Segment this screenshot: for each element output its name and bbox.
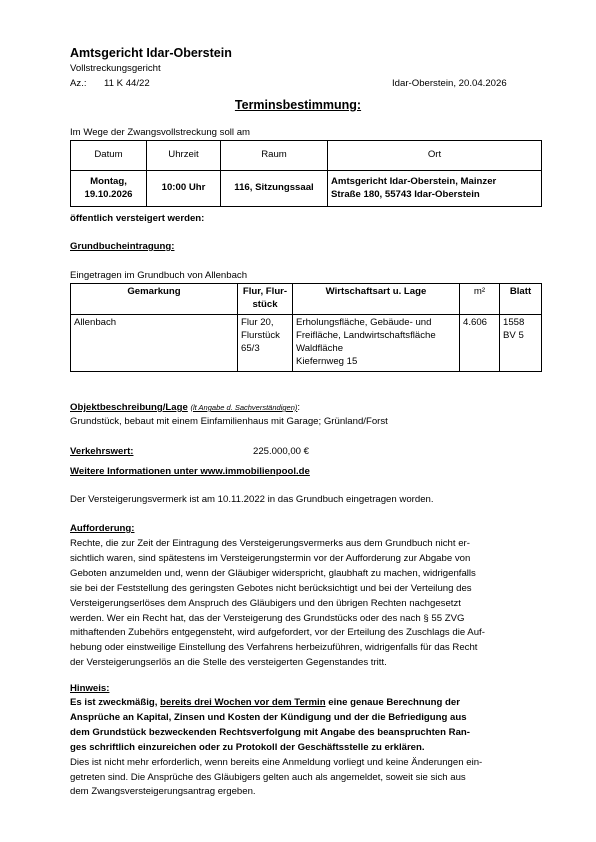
cell-gemarkung: Allenbach: [71, 314, 238, 371]
header-blatt: Blatt: [500, 284, 542, 315]
hinweis-heading: Hinweis:: [70, 683, 110, 694]
place-line-1: Amtsgericht Idar-Oberstein, Mainzer: [331, 175, 497, 187]
header-flur-line-2: stück: [252, 298, 278, 310]
aufforderung-line: werden. Wer ein Recht hat, das der Versteigerung des Grundstücks oder des nach § 55 ZVG: [70, 612, 465, 624]
blatt-line: BV 5: [503, 329, 524, 341]
aufforderung-line: hebung oder einstweilige Einstellung des Verfahrens herbeizuführen, widrigenfalls für das Recht: [70, 642, 478, 654]
object-colon: :: [297, 402, 301, 413]
aufforderung-line: sie bei der Feststellung des geringsten Gebotes nicht berücksichtigt und bei der Verteilung des: [70, 582, 472, 594]
flur-line: 65/3: [241, 342, 260, 354]
az-value: 11 K 44/22: [104, 78, 150, 89]
flur-line: Flur 20,: [241, 316, 274, 328]
aufforderung-line: sichtlich waren, sind spätestens im Versteigerungstermin vor der Aufforderung zur Abgabe von: [70, 552, 471, 564]
wirtschaftsart-line: Freifläche, Landwirtschaftsfläche: [296, 329, 436, 341]
flur-line: Flurstück: [241, 329, 280, 341]
hinweis-first-line: [70, 696, 542, 711]
header-datum: Datum: [71, 141, 147, 171]
header-uhrzeit: Uhrzeit: [147, 141, 221, 171]
cell-time: 10:00 Uhr: [147, 171, 221, 207]
header-wirtschaftsart: Wirtschaftsart u. Lage: [293, 284, 460, 315]
hinweis-bold-line: ges schriftlich einzureichen oder zu Protokoll der Geschäftsstelle zu erklären.: [70, 741, 425, 753]
cell-blatt: [500, 314, 542, 371]
land-register-intro: Eingetragen im Grundbuch von Allenbach: [70, 270, 248, 281]
aufforderung-line: Geboten anzumelden und, wenn der Gläubiger widerspricht, glaubhaft zu machen, widrigenfalls: [70, 567, 476, 579]
aufforderung-line: der Versteigerungserlös an die Stelle des versteigerten Gegenstandes tritt.: [70, 657, 387, 669]
blatt-line: 1558: [503, 316, 525, 328]
auction-statement: öffentlich versteigert werden:: [70, 213, 205, 224]
header-flur-line-1: Flur, Flur-: [242, 286, 288, 297]
value-amount: 225.000,00 €: [253, 446, 310, 457]
object-description: Grundstück, bebaut mit einem Einfamilienhaus mit Garage; Grünland/Forst: [70, 416, 388, 427]
hinweis-first-post: eine genaue Berechnung der: [328, 697, 460, 708]
header-m2: m²: [460, 284, 500, 315]
cell-date: [71, 171, 147, 207]
appointment-table: [70, 140, 542, 207]
date-line-2: 19.10.2026: [84, 188, 133, 200]
wirtschaftsart-line: Kiefernweg 15: [296, 355, 358, 367]
hinweis-text: [70, 696, 542, 800]
object-heading-line: [70, 402, 300, 414]
land-register-table: [70, 283, 542, 372]
header-ort: Ort: [328, 141, 542, 171]
az-label: Az.:: [70, 78, 87, 89]
aufforderung-line: Rechte, die zur Zeit der Eintragung des Versteigerungsvermerks aus dem Grundbuch nicht er-: [70, 538, 470, 549]
aufforderung-heading: Aufforderung:: [70, 523, 135, 534]
cell-room: 116, Sitzungssaal: [221, 171, 328, 207]
vermerk-text: Der Versteigerungsvermerk ist am 10.11.2022 in das Grundbuch eingetragen worden.: [70, 494, 434, 505]
intro-text: Im Wege der Zwangsvollstreckung soll am: [70, 127, 251, 138]
wirtschaftsart-line: Waldfläche: [296, 342, 344, 354]
page-title: Terminsbestimmung:: [234, 98, 362, 112]
court-name: Amtsgericht Idar-Oberstein: [70, 46, 232, 60]
hinweis-line: dem Zwangsversteigerungsantrag ergeben.: [70, 786, 256, 798]
header-raum: Raum: [221, 141, 328, 171]
place-date: Idar-Oberstein, 20.04.2026: [392, 78, 507, 89]
header-flur: [238, 284, 293, 315]
cell-wirtschaftsart: [293, 314, 460, 371]
object-note: (lt Angabe d. Sachverständigen): [190, 403, 298, 412]
aufforderung-line: Versteigerungserlöses dem Anspruch des Gläubigers und den übrigen Rechten nachgesetzt: [70, 597, 461, 609]
land-register-heading: Grundbucheintragung:: [70, 241, 175, 252]
place-line-2: Straße 180, 55743 Idar-Oberstein: [331, 188, 480, 200]
more-info-link[interactable]: Weitere Informationen unter www.immobilienpool.de: [70, 466, 310, 477]
cell-m2: 4.606: [460, 314, 500, 371]
hinweis-bold-line: dem Grundstück bezweckenden Rechtsverfolgung mit Angabe des beanspruchten Ran-: [70, 726, 470, 738]
wirtschaftsart-line: Erholungsfläche, Gebäude- und: [296, 316, 432, 328]
hinweis-deadline: bereits drei Wochen vor dem Termin: [160, 697, 326, 708]
aufforderung-line: mithaftenden Zubehörs entgegensteht, wird aufgefordert, vor der Erteilung des Zuschlags die Auf-: [70, 627, 485, 639]
hinweis-line: getreten sind. Die Ansprüche des Gläubigers gelten auch als angemeldet, soweit sie sich aus: [70, 771, 466, 783]
value-label: Verkehrswert:: [70, 446, 134, 457]
hinweis-bold-line: Ansprüche an Kapital, Zinsen und Kosten der Kündigung und der die Befriedigung aus: [70, 711, 467, 723]
header-gemarkung: Gemarkung: [71, 284, 238, 315]
hinweis-line: Dies ist nicht mehr erforderlich, wenn bereits eine Anmeldung vorliegt und keine Änderungen ein-: [70, 756, 483, 768]
object-heading: Objektbeschreibung/Lage: [70, 402, 188, 413]
department: Vollstreckungsgericht: [70, 63, 161, 74]
cell-place: [328, 171, 542, 207]
aufforderung-text: [70, 537, 542, 671]
hinweis-first-pre: Es ist zweckmäßig,: [70, 697, 158, 708]
date-line-1: Montag,: [90, 175, 127, 187]
cell-flur: [238, 314, 293, 371]
